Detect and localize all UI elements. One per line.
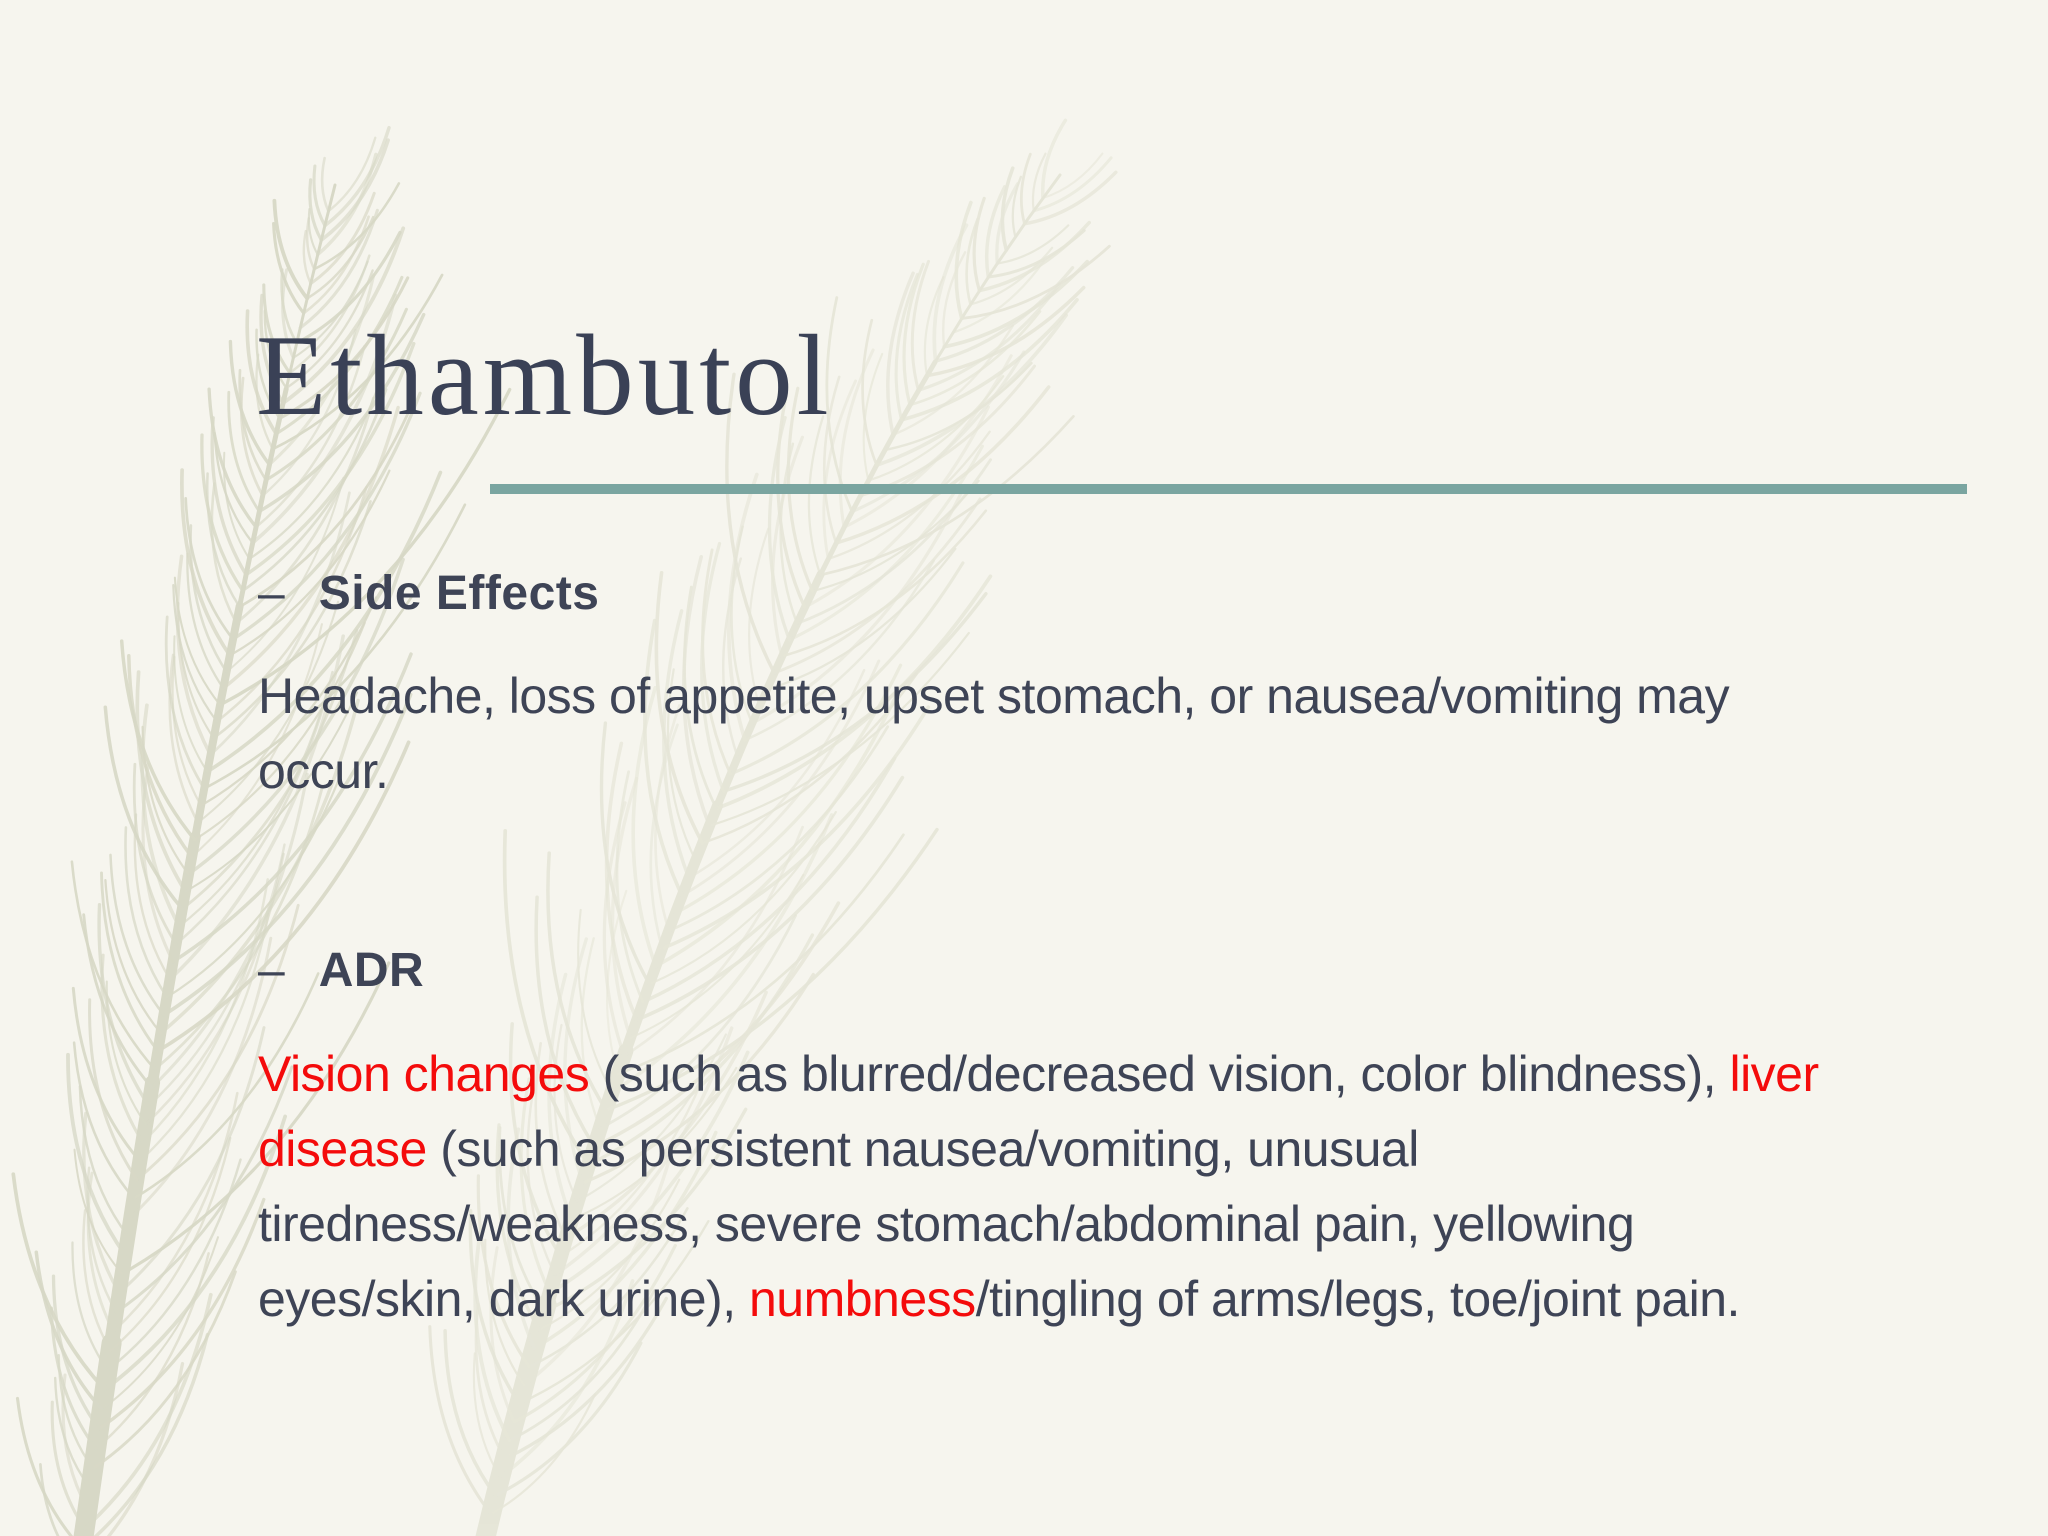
bullet-side-effects [258, 567, 600, 620]
highlighted-term: disease [258, 1121, 427, 1177]
bullet-label-side-effects: Side Effects [318, 567, 600, 620]
text-segment: eyes/skin, dark urine), [258, 1271, 749, 1327]
bullet-adr [258, 944, 425, 997]
text-segment: (such as persistent nausea/vomiting, unusual [426, 1121, 1419, 1177]
adr-paragraph [258, 1037, 1819, 1337]
highlighted-term: numbness [748, 1271, 976, 1327]
text-segment: tiredness/weakness, severe stomach/abdominal pain, yellowing [258, 1196, 1635, 1252]
text-segment: /tingling of arms/legs, toe/joint pain. [975, 1271, 1740, 1327]
highlighted-term: Vision changes [258, 1046, 590, 1102]
title-accent-divider [490, 484, 1967, 494]
bullet-dash-marker: – [258, 944, 285, 997]
text-segment: occur. [258, 743, 389, 799]
text-segment: Headache, loss of appetite, upset stomach, or nausea/vomiting may [258, 668, 1730, 724]
text-segment: (such as blurred/decreased vision, color blindness), [589, 1046, 1730, 1102]
highlighted-term: liver [1729, 1046, 1819, 1102]
bullet-dash-marker: – [258, 567, 285, 620]
bullet-label-adr: ADR [318, 944, 425, 997]
slide-title: Ethambutol [256, 312, 833, 439]
side-effects-paragraph [258, 659, 1729, 809]
